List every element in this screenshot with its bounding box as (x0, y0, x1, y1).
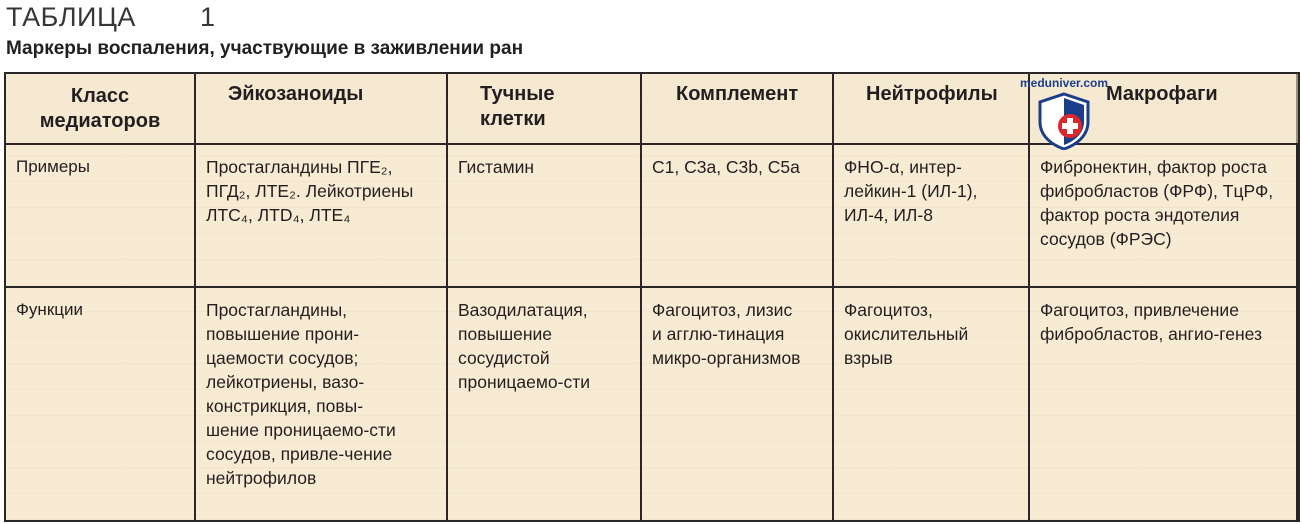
column-header: Макрофаги (1029, 73, 1299, 144)
table-row (5, 287, 1299, 521)
table-label: ТАБЛИЦА (6, 2, 136, 32)
table-cell: ФНО-α, интер-лейкин-1 (ИЛ-1), ИЛ-4, ИЛ-8 (833, 144, 1029, 287)
column-header: Комплемент (641, 73, 833, 144)
table-cell: С1, С3а, С3b, С5а (641, 144, 833, 287)
shield-cross-icon (1036, 92, 1092, 150)
table-cell: Гистамин (447, 144, 641, 287)
watermark-logo (1014, 76, 1114, 152)
table-cell: Фибронектин, фактор роста фибробластов (ФРФ), ТцРФ, фактор роста эндотелия сосудов (ФРЭС) (1029, 144, 1299, 287)
table-caption (6, 2, 215, 33)
column-header: Нейтрофилы (833, 73, 1029, 144)
table-cell: Фагоцитоз, лизис и агглю-тинация микро-организмов (641, 287, 833, 521)
row-label-cell (5, 287, 195, 521)
table-cell: Вазодилатация, повышение сосудистой проницаемо-сти (447, 287, 641, 521)
table-cell: Простагландины, повышение прони-цаемости сосудов; лейкотриены, вазо-констрикция, повы-шение проницаемо-сти сосудов, привле-чение нейтрофилов (195, 287, 447, 521)
table-cell: Простагландины ПГЕ₂, ПГД₂, ЛТЕ₂. Лейкотриены ЛТС₄, ЛТD₄, ЛТЕ₄ (195, 144, 447, 287)
table-number: 1 (199, 2, 216, 32)
column-header: Класс медиаторов (5, 73, 195, 144)
table-row (5, 144, 1299, 287)
row-label-cell (5, 144, 195, 287)
column-header: Тучные клетки (447, 73, 641, 144)
row-label: Примеры (16, 156, 90, 176)
table-title: Маркеры воспаления, участвующие в заживлении ран (6, 38, 524, 59)
table-cell: Фагоцитоз, привлечение фибробластов, ангио-генез (1029, 287, 1299, 521)
row-label: Функции (16, 299, 83, 319)
watermark-text: meduniver.com (1019, 76, 1109, 90)
column-header: Эйкозаноиды (195, 73, 447, 144)
table-cell: Фагоцитоз, окислительный взрыв (833, 287, 1029, 521)
